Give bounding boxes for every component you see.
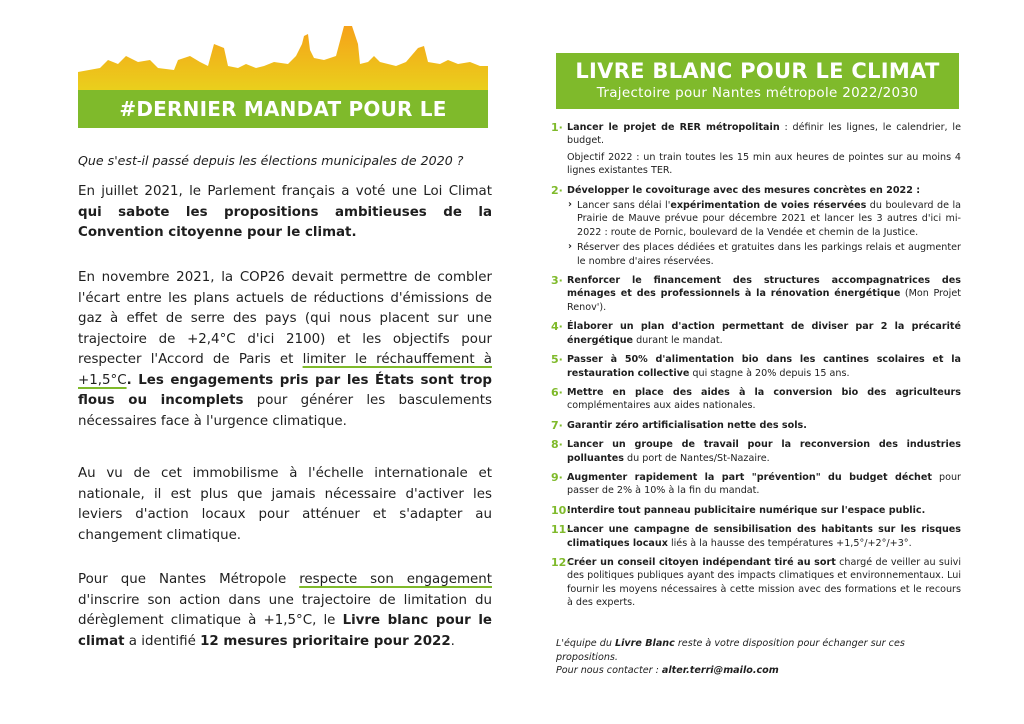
measure-8: 8· Lancer un groupe de travail pour la reconversion des industries polluantes du port de Nantes/St-Nazaire. xyxy=(551,438,961,464)
measure-10: 10· Interdire tout panneau publicitaire numérique sur l'espace public. xyxy=(551,503,926,517)
list-item: › Réserver des places dédiées et gratuites dans les parkings relais et augmenter le nombre d'aires réservées. xyxy=(567,241,961,268)
paragraph-cop26: En novembre 2021, la COP26 devait permettre de combler l'écart entre les plans actuels de réductions d'émissions de gaz à effet de serre des pays (qui nous placent sur une trajectoire de +2,4°C d'ici 2100) et les objectifs pour respecter l'Accord de Paris et limiter le réchauffement à +1,5°C. Les engagements pris par les États sont trop flous ou incomplets pour générer les basculements nécessaires face à l'urgence climatique. xyxy=(78,270,492,429)
measures-list xyxy=(551,121,961,616)
contact-email: alter.terri@mailo.com xyxy=(661,665,779,677)
dernier-mandat-banner: #DERNIER MANDAT POUR LE CLIMAT xyxy=(78,90,488,128)
measure-6: 6· Mettre en place des aides à la conversion bio des agriculteurs complémentaires aux aides nationales. xyxy=(551,385,961,412)
measure-7: 7· Garantir zéro artificialisation nette des sols. xyxy=(551,418,807,432)
measure-2: 2· Développer le covoiturage avec des mesures concrètes en 2022 : › Lancer sans délai l'expérimentation de voies réservées du boulevard de la Prairie de Mauve prévue pour décembre 2021 et lancer les 3 autres d'ici mi-2022 : route de Pornic, boulevard de la Vendée et chemin de la Justice. › Réserver des places dédiées et gratuites dans les parkings relais et augmenter le nombre d'aires réservées. xyxy=(551,184,961,268)
paragraph-immobilisme: Au vu de cet immobilisme à l'échelle internationale et nationale, il est plus que jamais nécessaire d'activer les leviers d'action locaux pour atténuer et s'adapter au changement climatique. xyxy=(78,466,492,543)
underlined-phrase: limiter le réchauffement à +1,5°C xyxy=(78,352,492,388)
measure-3: 3· Renforcer le financement des structures accompagnatrices des ménages et des professionnels à la rénovation énergétique (Mon Projet Renov'). xyxy=(551,274,961,313)
measure-11: 11· Lancer une campagne de sensibilisation des habitants sur les risques climatiques locaux liés à la hausse des températures +1,5°/+2°/+3°. xyxy=(551,523,961,549)
measure-1: 1· Lancer le projet de RER métropolitain : définir les lignes, le calendrier, le budget. Objectif 2022 : un train toutes les 15 min aux heures de pointes sur au moins 4 lignes existantes TER. xyxy=(551,121,961,177)
city-skyline-illustration xyxy=(78,26,488,94)
intro-question: Que s'est-il passé depuis les élections municipales de 2020 ? xyxy=(78,153,464,168)
paragraph-loi-climat: En juillet 2021, le Parlement français a voté une Loi Climat qui sabote les propositions ambitieuses de la Convention citoyenne pour le climat. xyxy=(78,184,492,240)
paragraph-nantes-metropole: Pour que Nantes Métropole respecte son engagement d'inscrire son action dans une trajectoire de limitation du dérèglement climatique à +1,5°C, le Livre blanc pour le climat a identifié 12 mesures prioritaire pour 2022. xyxy=(78,572,492,649)
measure-5: 5· Passer à 50% d'alimentation bio dans les cantines scolaires et la restauration collective qui stagne à 20% depuis 15 ans. xyxy=(551,353,961,379)
contact-footer: L'équipe du Livre Blanc reste à votre disposition pour échanger sur ces propositions. Pour nous contacter : alter.terri@mailo.com xyxy=(556,638,905,677)
livre-blanc-title: LIVRE BLANC POUR LE CLIMAT xyxy=(575,59,940,83)
measure-4: 4· Élaborer un plan d'action permettant de diviser par 2 la précarité énergétique durant le mandat. xyxy=(551,320,961,346)
underlined-phrase: respecte son engagement xyxy=(299,572,492,587)
livre-blanc-banner xyxy=(556,53,959,109)
list-item: › Lancer sans délai l'expérimentation de voies réservées du boulevard de la Prairie de Mauve prévue pour décembre 2021 et lancer les 3 autres d'ici mi-2022 : route de Pornic, boulevard de la Vendée et chemin de la Justice. xyxy=(567,199,961,239)
measure-12: 12· Créer un conseil citoyen indépendant tiré au sort chargé de veiller au suivi des politiques publiques ayant des impacts climatiques et environnementaux. Lui fournir les moyens nécessaires à cette mission avec des formations et le recours à des experts. xyxy=(551,555,961,609)
measure-9: 9· Augmenter rapidement la part "prévention" du budget déchet pour passer de 2% à 10% à la fin du mandat. xyxy=(551,470,961,497)
livre-blanc-subtitle: Trajectoire pour Nantes métropole 2022/2030 xyxy=(596,85,919,101)
